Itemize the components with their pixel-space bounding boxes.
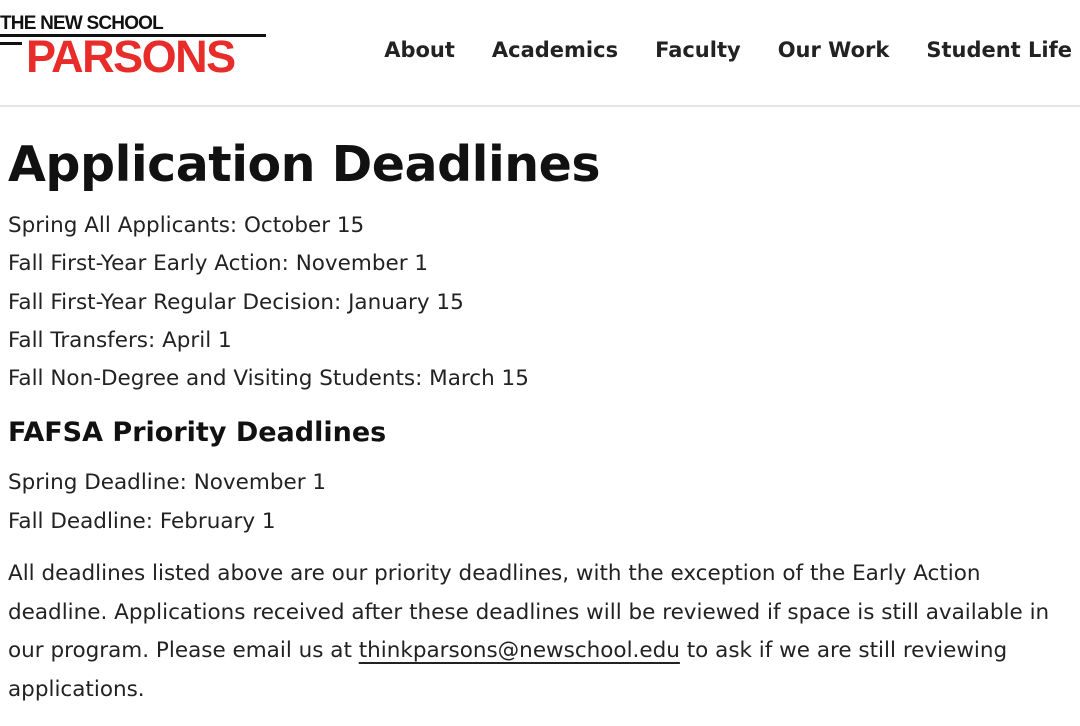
nav-student-life[interactable]: Student Life [926, 38, 1072, 62]
logo-rule-short [0, 42, 22, 45]
fafsa-heading: FAFSA Priority Deadlines [8, 417, 387, 449]
fafsa-item: Spring Deadline: November 1 [8, 470, 327, 496]
note-text-after: to ask if we are still reviewing applications. [8, 638, 1008, 702]
deadline-item: Fall First-Year Early Action: November 1 [8, 251, 429, 277]
page-title: Application Deadlines [8, 136, 601, 193]
nav-about[interactable]: About [384, 38, 455, 62]
nav-our-work[interactable]: Our Work [777, 38, 890, 62]
deadline-item: Fall Non-Degree and Visiting Students: March 15 [8, 366, 529, 392]
fafsa-item: Fall Deadline: February 1 [8, 508, 276, 534]
deadline-item: Fall First-Year Regular Decision: January 15 [8, 289, 464, 315]
fafsa-list [8, 464, 1068, 541]
deadline-note [8, 555, 1068, 709]
parsons-logo[interactable] [0, 13, 270, 82]
email-link[interactable]: thinkparsons@newschool.edu [358, 638, 680, 664]
logo-parsons: PARSONS [26, 31, 235, 82]
note-text-before: All deadlines listed above are our priority deadlines, with the exception of the Early Action deadline. Applications received after these deadlines will be reviewed if space is still available in our program. Please email us at [8, 561, 1050, 664]
logo-the-new-school: THE NEW SCHOOL [0, 13, 163, 34]
deadline-item: Spring All Applicants: October 15 [8, 213, 365, 238]
site-header [0, 0, 1080, 107]
deadline-list [8, 207, 1068, 398]
main-nav [384, 38, 1072, 62]
deadline-item: Fall Transfers: April 1 [8, 327, 232, 353]
main-content [8, 107, 1068, 709]
nav-faculty[interactable]: Faculty [655, 38, 741, 62]
nav-academics[interactable]: Academics [491, 38, 619, 62]
